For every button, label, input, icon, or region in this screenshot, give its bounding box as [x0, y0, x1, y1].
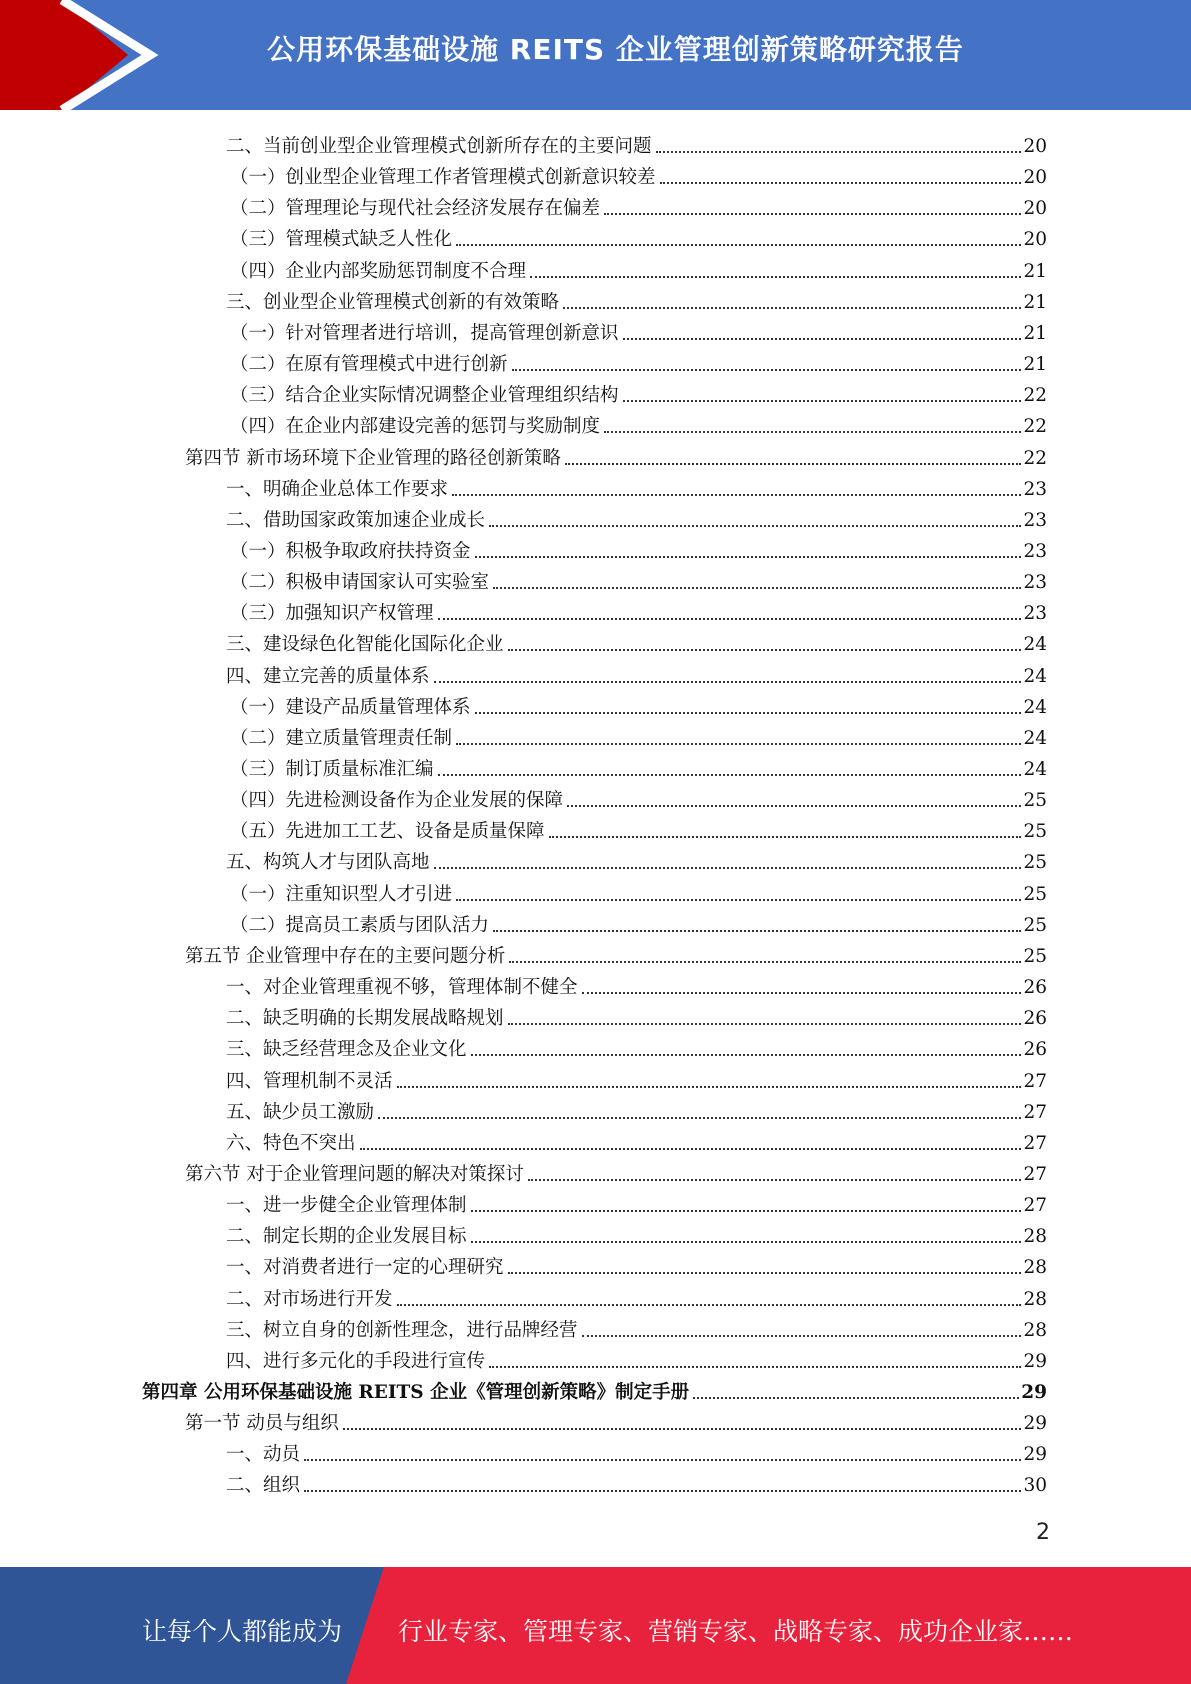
toc-leader-dots	[475, 712, 1022, 714]
header-bar	[0, 0, 1191, 110]
toc-entry[interactable]	[226, 1125, 1047, 1156]
toc-leader-dots	[565, 463, 1022, 465]
toc-entry-title: （二）建立质量管理责任制	[230, 727, 453, 749]
toc-entry-title: 一、对企业管理重视不够，管理体制不健全	[226, 977, 578, 999]
toc-leader-dots	[623, 400, 1022, 402]
toc-entry-page: 28	[1023, 1226, 1047, 1248]
toc-entry-page: 24	[1023, 727, 1047, 749]
toc-entry-page: 22	[1023, 416, 1047, 438]
toc-entry-page: 22	[1023, 447, 1047, 469]
footer-slogan: 让每个人都能成为	[142, 1617, 343, 1646]
toc-leader-dots	[582, 992, 1022, 994]
toc-entry[interactable]	[230, 564, 1047, 595]
toc-entry-page: 21	[1023, 291, 1047, 313]
toc-leader-dots	[660, 182, 1022, 184]
toc-entry-title: （一）创业型企业管理工作者管理模式创新意识较差	[230, 167, 656, 189]
toc-entry[interactable]	[226, 1031, 1047, 1062]
toc-leader-dots	[512, 369, 1022, 371]
toc-entry-page: 30	[1023, 1475, 1047, 1497]
toc-entry-title: 第四章 公用环保基础设施 REITS 企业《管理创新策略》制定手册	[142, 1382, 690, 1403]
toc-leader-dots	[489, 1366, 1021, 1368]
toc-entry-page: 25	[1023, 790, 1047, 812]
toc-entry-title: 第五节 企业管理中存在的主要问题分析	[185, 945, 506, 967]
toc-entry[interactable]	[226, 1187, 1047, 1218]
toc-leader-dots	[397, 1304, 1022, 1306]
toc-entry[interactable]	[230, 221, 1047, 252]
toc-entry-page: 23	[1023, 509, 1047, 531]
toc-entry-page: 26	[1023, 1008, 1047, 1030]
toc-entry-title: 三、树立自身的创新性理念，进行品牌经营	[226, 1319, 578, 1341]
toc-leader-dots	[378, 1117, 1021, 1119]
toc-entry-page: 24	[1023, 696, 1047, 718]
toc-entry-title: （四）先进检测设备作为企业发展的保障	[230, 790, 564, 812]
toc-entry-title: 三、缺乏经营理念及企业文化	[226, 1039, 467, 1061]
toc-entry-title: 三、建设绿色化智能化国际化企业	[226, 634, 504, 656]
toc-entry-page: 26	[1023, 977, 1047, 999]
toc-leader-dots	[604, 213, 1021, 215]
toc-entry-title: （二）提高员工素质与团队活力	[230, 914, 490, 936]
toc-entry-title: 四、建立完善的质量体系	[226, 665, 430, 687]
toc-entry[interactable]	[226, 1094, 1047, 1125]
toc-entry-title: （三）加强知识产权管理	[230, 603, 434, 625]
toc-entry[interactable]	[230, 533, 1047, 564]
toc-entry[interactable]	[230, 408, 1047, 439]
toc-leader-dots	[493, 930, 1021, 932]
toc-entry[interactable]	[185, 938, 1047, 969]
toc-entry-page: 24	[1023, 634, 1047, 656]
toc-entry-page: 28	[1023, 1257, 1047, 1279]
toc-entry-title: 第四节 新市场环境下企业管理的路径创新策略	[185, 447, 561, 469]
toc-entry-title: 五、缺少员工激励	[226, 1101, 375, 1123]
toc-entry-page: 24	[1023, 759, 1047, 780]
toc-entry[interactable]	[230, 377, 1047, 408]
toc-leader-dots	[623, 338, 1022, 340]
toc-entry-title: 三、创业型企业管理模式创新的有效策略	[226, 291, 560, 313]
toc-entry-page: 20	[1023, 136, 1047, 157]
toc-entry-page: 29	[1021, 1382, 1047, 1403]
header-title: 公用环保基础设施 REITS 企业管理创新策略研究报告	[267, 33, 964, 66]
toc-entry-title: （三）管理模式缺乏人性化	[230, 229, 453, 251]
toc-leader-dots	[508, 1272, 1022, 1274]
toc-leader-dots	[456, 244, 1021, 246]
toc-entry[interactable]	[226, 1467, 1047, 1498]
toc-entry[interactable]	[226, 1436, 1047, 1467]
toc-leader-dots	[456, 899, 1021, 901]
toc-entry-page: 26	[1023, 1039, 1047, 1061]
toc-entry[interactable]	[226, 969, 1047, 1000]
toc-entry-title: 二、制定长期的企业发展目标	[226, 1226, 467, 1248]
toc-entry[interactable]	[226, 1063, 1047, 1094]
toc-entry[interactable]	[230, 315, 1047, 346]
toc-leader-dots	[304, 1490, 1021, 1492]
toc-entry-title: 四、管理机制不灵活	[226, 1070, 393, 1092]
toc-leader-dots	[530, 276, 1021, 278]
toc-leader-dots	[397, 1086, 1022, 1088]
toc-entry-page: 27	[1023, 1132, 1047, 1154]
toc-entry[interactable]	[230, 689, 1047, 720]
toc-entry-title: （四）企业内部奖励惩罚制度不合理	[230, 260, 527, 282]
toc-entry-page: 24	[1023, 665, 1047, 687]
toc-leader-dots	[509, 961, 1021, 963]
toc-entry-page: 28	[1023, 1288, 1047, 1310]
toc-entry[interactable]	[185, 440, 1047, 471]
toc-entry[interactable]	[226, 502, 1047, 533]
toc-leader-dots	[343, 1428, 1022, 1430]
toc-entry[interactable]	[230, 190, 1047, 221]
toc-entry[interactable]	[226, 844, 1047, 875]
toc-entry[interactable]	[230, 751, 1047, 782]
toc-entry-title: （二）积极申请国家认可实验室	[230, 572, 490, 594]
toc-entry-title: 一、进一步健全企业管理体制	[226, 1195, 467, 1217]
toc-entry-page: 27	[1023, 1195, 1047, 1217]
toc-entry-page: 25	[1023, 883, 1047, 905]
toc-entry[interactable]	[230, 876, 1047, 907]
toc-entry[interactable]	[226, 1343, 1047, 1374]
toc-leader-dots	[582, 1335, 1022, 1337]
toc-entry-page: 28	[1023, 1319, 1047, 1341]
toc-entry[interactable]	[230, 595, 1047, 626]
toc-entry-title: 六、特色不突出	[226, 1132, 356, 1154]
toc-leader-dots	[452, 494, 1021, 496]
toc-entry-page: 22	[1023, 385, 1047, 407]
toc-entry[interactable]	[226, 284, 1047, 315]
toc-entry-page: 27	[1023, 1163, 1047, 1185]
toc-entry-title: （一）针对管理者进行培训，提高管理创新意识	[230, 322, 619, 344]
toc-entry-page: 29	[1023, 1413, 1047, 1435]
toc-entry-page: 21	[1023, 322, 1047, 344]
toc-leader-dots	[563, 307, 1021, 309]
toc-entry-title: （一）积极争取政府扶持资金	[230, 540, 471, 562]
toc-entry-title: 五、构筑人才与团队高地	[226, 852, 430, 874]
footer-roles: 行业专家、管理专家、营销专家、战略专家、成功企业家……	[398, 1617, 1074, 1646]
toc-entry[interactable]	[226, 1312, 1047, 1343]
toc-leader-dots	[549, 836, 1022, 838]
toc-entry[interactable]	[142, 1374, 1047, 1405]
toc-leader-dots	[471, 1241, 1022, 1243]
toc-entry[interactable]	[230, 813, 1047, 844]
toc-leader-dots	[434, 867, 1022, 869]
page-number: 2	[1036, 1520, 1050, 1545]
toc-entry-page: 27	[1023, 1070, 1047, 1092]
toc-entry-page: 25	[1023, 821, 1047, 843]
toc-entry-page: 23	[1023, 540, 1047, 562]
toc-leader-dots	[438, 618, 1022, 620]
toc-entry-page: 25	[1023, 914, 1047, 936]
toc-entry[interactable]	[226, 1281, 1047, 1312]
toc-leader-dots	[475, 556, 1022, 558]
toc-entry-title: （一）建设产品质量管理体系	[230, 696, 471, 718]
toc-entry[interactable]	[230, 159, 1047, 190]
toc-leader-dots	[438, 774, 1022, 776]
toc-leader-dots	[456, 743, 1021, 745]
toc-entry[interactable]	[230, 253, 1047, 284]
toc-entry-title: 一、明确企业总体工作要求	[226, 478, 449, 500]
toc-entry-page: 27	[1023, 1101, 1047, 1123]
toc-entry-title: （四）在企业内部建设完善的惩罚与奖励制度	[230, 416, 601, 438]
toc-leader-dots	[604, 431, 1021, 433]
toc-entry-title: 二、借助国家政策加速企业成长	[226, 509, 486, 531]
toc-entry-page: 29	[1023, 1350, 1047, 1372]
toc-entry[interactable]	[230, 907, 1047, 938]
toc-entry[interactable]	[226, 626, 1047, 657]
toc-entry[interactable]	[226, 658, 1047, 689]
toc-entry-title: 二、当前创业型企业管理模式创新所存在的主要问题	[226, 136, 652, 157]
toc-leader-dots	[508, 649, 1022, 651]
toc-entry-title: 二、组织	[226, 1475, 301, 1497]
toc-entry-title: （一）注重知识型人才引进	[230, 883, 453, 905]
toc-entry-title: 第六节 对于企业管理问题的解决对策探讨	[185, 1163, 524, 1185]
toc-entry[interactable]	[226, 128, 1047, 159]
toc-entry-page: 20	[1023, 229, 1047, 251]
toc-leader-dots	[656, 151, 1022, 153]
toc-leader-dots	[471, 1054, 1022, 1056]
toc-entry-page: 23	[1023, 478, 1047, 500]
toc-entry-title: （五）先进加工工艺、设备是质量保障	[230, 821, 545, 843]
toc-entry-page: 25	[1023, 852, 1047, 874]
toc-entry[interactable]	[230, 782, 1047, 813]
toc-entry[interactable]	[185, 1156, 1047, 1187]
toc-entry-page: 21	[1023, 260, 1047, 282]
toc-entry-page: 20	[1023, 198, 1047, 220]
toc-entry-title: （二）管理理论与现代社会经济发展存在偏差	[230, 198, 601, 220]
toc-entry-title: 四、进行多元化的手段进行宣传	[226, 1350, 486, 1372]
toc-leader-dots	[304, 1459, 1021, 1461]
toc-leader-dots	[567, 805, 1021, 807]
toc-entry[interactable]	[226, 1218, 1047, 1249]
toc-entry-page: 29	[1023, 1444, 1047, 1466]
toc-entry-title: （二）在原有管理模式中进行创新	[230, 354, 508, 376]
toc-entry-title: 第一节 动员与组织	[185, 1413, 339, 1435]
toc-entry[interactable]	[230, 346, 1047, 377]
toc-leader-dots	[434, 681, 1022, 683]
toc-entry[interactable]	[226, 471, 1047, 502]
toc-entry[interactable]	[226, 1000, 1047, 1031]
toc-leader-dots	[489, 525, 1021, 527]
toc-leader-dots	[471, 1210, 1022, 1212]
toc-entry-title: 一、对消费者进行一定的心理研究	[226, 1257, 504, 1279]
toc-entry-title: 二、对市场进行开发	[226, 1288, 393, 1310]
toc-entry-title: （三）制订质量标准汇编	[230, 759, 434, 780]
toc-entry-page: 20	[1023, 167, 1047, 189]
toc-leader-dots	[528, 1179, 1022, 1181]
toc-entry-title: （三）结合企业实际情况调整企业管理组织结构	[230, 385, 619, 407]
toc-leader-dots	[360, 1148, 1022, 1150]
toc-entry-title: 一、动员	[226, 1444, 301, 1466]
toc-entry-page: 25	[1023, 945, 1047, 967]
toc-entry-page: 23	[1023, 603, 1047, 625]
toc-leader-dots	[493, 587, 1021, 589]
toc-entry[interactable]	[226, 1249, 1047, 1280]
toc-leader-dots	[693, 1397, 1019, 1399]
toc-entry-page: 23	[1023, 572, 1047, 594]
toc-leader-dots	[508, 1023, 1022, 1025]
toc-entry[interactable]	[230, 720, 1047, 751]
toc-entry-page: 21	[1023, 354, 1047, 376]
toc-entry[interactable]	[185, 1405, 1047, 1436]
toc-entry-title: 二、缺乏明确的长期发展战略规划	[226, 1008, 504, 1030]
